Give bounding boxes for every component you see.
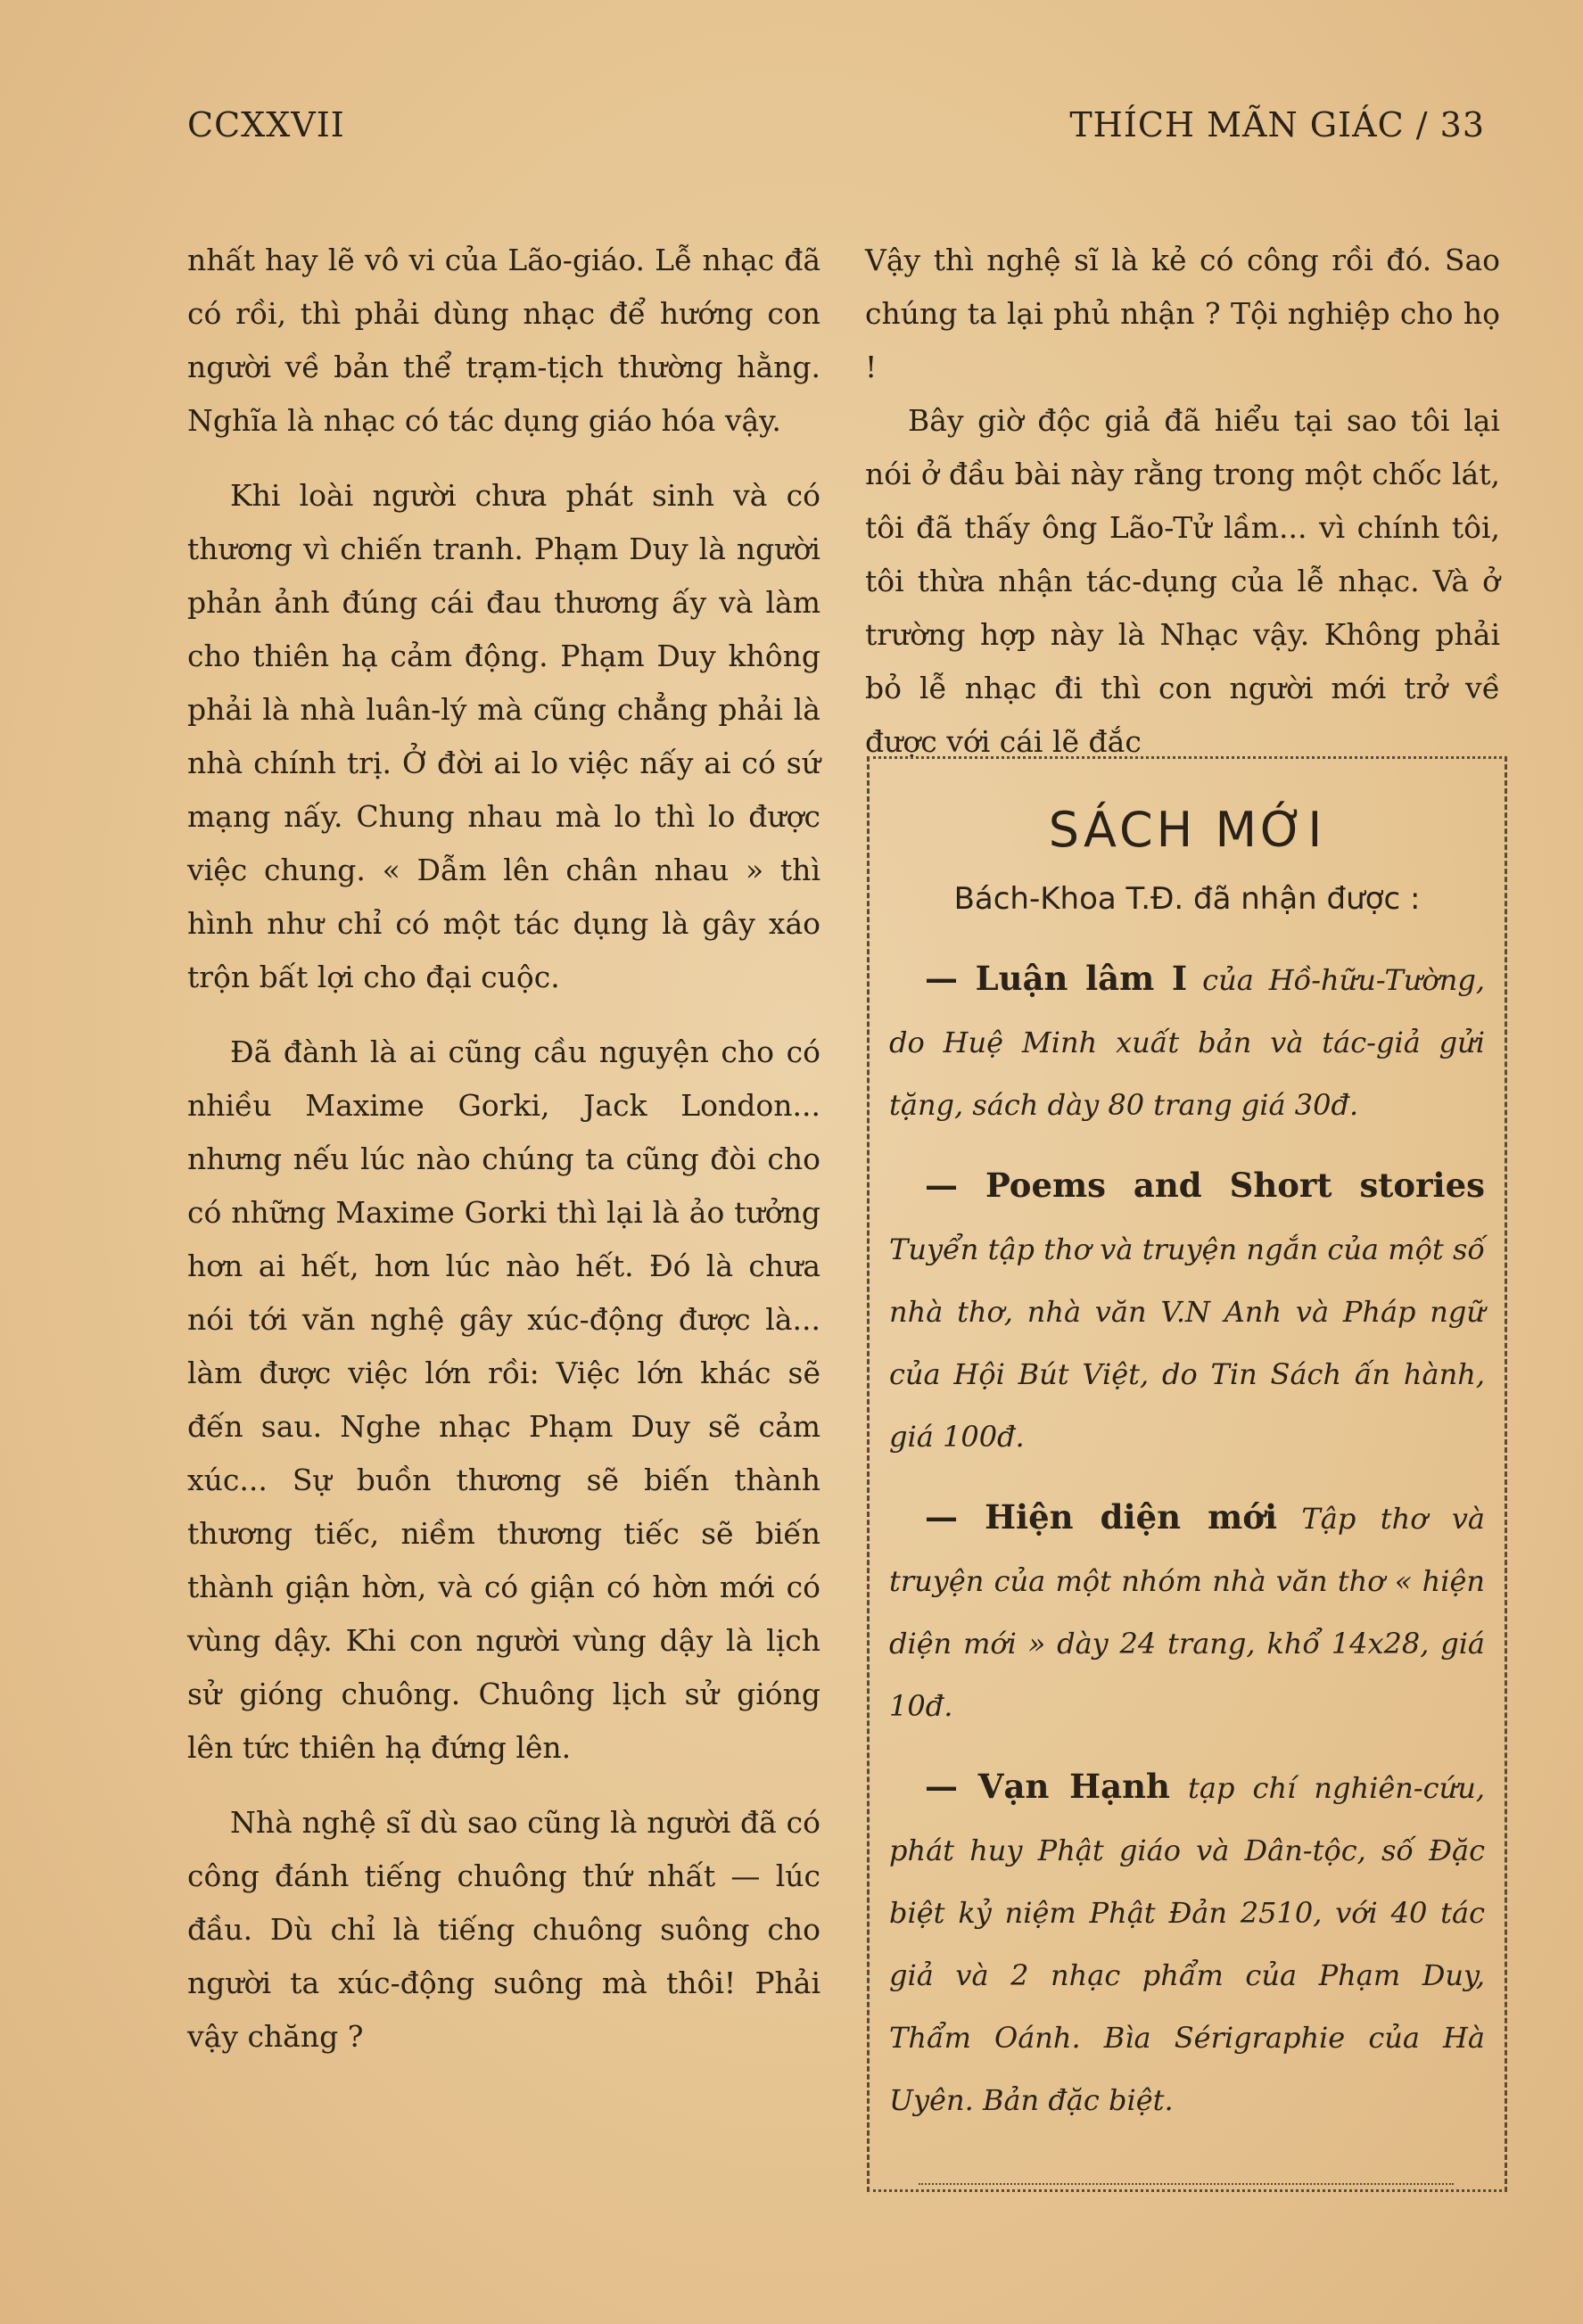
book-entry	[889, 1486, 1485, 1737]
book-entry	[889, 947, 1485, 1136]
book-entry	[889, 1755, 1485, 2131]
paragraph: Khi loài người chưa phát sinh và có thương vì chiến tranh. Phạm Duy là người phản ảnh đúng cái đau thương ấy và làm cho thiên hạ cảm động. Phạm Duy không phải là nhà luân-lý mà cũng chẳng phải là nhà chính trị. Ở đời ai lo việc nấy ai có sứ mạng nấy. Chung nhau mà lo thì lo được việc chung. « Dẫm lên chân nhau » thì hình như chỉ có một tác dụng là gây xáo trộn bất lợi cho đại cuộc.	[187, 478, 820, 994]
paragraph: Vậy thì nghệ sĩ là kẻ có công rồi đó. Sao chúng ta lại phủ nhận ? Tội nghiệp cho họ !	[865, 243, 1500, 384]
paragraph: Đã đành là ai cũng cầu nguyện cho có nhiều Maxime Gorki, Jack London... nhưng nếu lúc nào chúng ta cũng đòi cho có những Maxime Gorki thì lại là ảo tưởng hơn ai hết, hơn lúc nào hết. Đó là chưa nói tới văn nghệ gây xúc-động được là... làm được việc lớn rồi: Việc lớn khác sẽ đến sau. Nghe nhạc Phạm Duy sẽ cảm xúc... Sự buồn thương sẽ biến thành thương tiếc, niềm thương tiếc sẽ biến thành giận hờn, và có giận có hờn mới có vùng dậy. Khi con người vùng dậy là lịch sử gióng chuông. Chuông lịch sử gióng lên tức thiên hạ đứng lên.	[187, 1034, 820, 1765]
book-entry	[889, 1154, 1485, 1468]
new-books-box	[867, 756, 1507, 2192]
paragraph: nhất hay lẽ vô vi của Lão-giáo. Lễ nhạc đã có rồi, thì phải dùng nhạc để hướng con người về bản thể trạm-tịch thường hằng. Nghĩa là nhạc có tác dụng giáo hóa vậy.	[187, 243, 820, 438]
volume-number: CCXXVII	[187, 105, 345, 144]
decorative-divider	[919, 2183, 1454, 2185]
book-description: Tuyển tập thơ và truyện ngắn của một số nhà thơ, nhà văn V.N Anh và Pháp ngữ của Hội Bút Việt, do Tin Sách ấn hành, giá 100đ.	[889, 1232, 1485, 1454]
book-description: của Hồ-hữu-Tường, do Huệ Minh xuất bản và tác-giả gửi tặng, sách dày 80 trang giá 30đ.	[889, 963, 1485, 1122]
book-name: — Luận lâm I	[925, 959, 1188, 998]
right-column-text	[865, 234, 1500, 769]
book-name: — Poems and Short stories	[925, 1166, 1485, 1205]
book-description: Tập thơ và truyện của một nhóm nhà văn thơ « hiện diện mới » dày 24 trang, khổ 14x28, giá 10đ.	[889, 1502, 1486, 1723]
left-column	[187, 234, 820, 2085]
book-description: tạp chí nghiên-cứu, phát huy Phật giáo và Dân-tộc, số Đặc biệt kỷ niệm Phật Đản 2510, với 40 tác giả và 2 nhạc phẩm của Phạm Duy, Thẩm Oánh. Bìa Sérigraphie của Hà Uyên. Bản đặc biệt.	[889, 1771, 1485, 2117]
paragraph: Nhà nghệ sĩ dù sao cũng là người đã có công đánh tiếng chuông thứ nhất — lúc đầu. Dù chỉ là tiếng chuông suông cho người ta xúc-động suông mà thôi! Phải vậy chăng ?	[187, 1805, 820, 2054]
book-name: — Hiện diện mới	[925, 1497, 1278, 1537]
page-header	[187, 105, 1485, 159]
new-books-title: SÁCH MỚI	[1048, 802, 1326, 858]
running-title: THÍCH MÃN GIÁC / 33	[1069, 105, 1485, 144]
paragraph: Bây giờ độc giả đã hiểu tại sao tôi lại nói ở đầu bài này rằng trong một chốc lát, tôi đã thấy ông Lão-Tử lầm... vì chính tôi, tôi thừa nhận tác-dụng của lễ nhạc. Và ở trường hợp này là Nhạc vậy. Không phải bỏ lễ nhạc đi thì con người mới trở về được với cái lẽ đắc	[865, 403, 1500, 759]
new-books-subtitle: Bách-Khoa T.Đ. đã nhận được :	[953, 881, 1421, 917]
book-name: — Vạn Hạnh	[925, 1767, 1170, 1806]
